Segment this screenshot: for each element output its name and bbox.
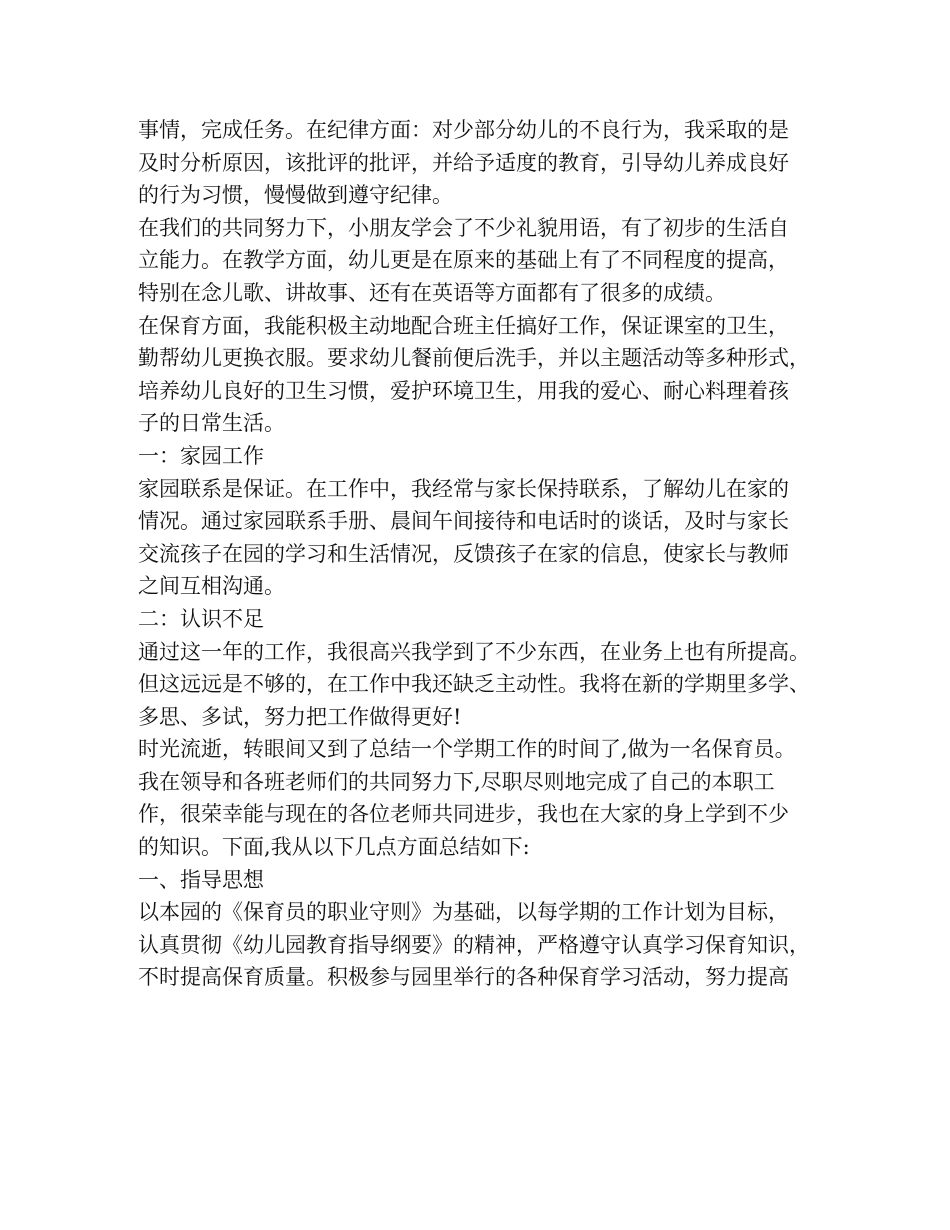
document-body [138,114,838,994]
text-line: 通过这一年的工作，我很高兴我学到了不少东西，在业务上也有所提高。 [138,639,810,664]
text-line: 在保育方面，我能积极主动地配合班主任搞好工作，保证课室的卫生， [138,313,789,338]
text-line: 交流孩子在园的学习和生活情况，反馈孩子在家的信息，使家长与教师 [138,541,789,566]
text-line: 培养幼儿良好的卫生习惯，爱护环境卫生，用我的爱心、耐心料理着孩 [138,378,789,403]
section-heading: 一：家园工作 [138,443,264,468]
text-line: 事情，完成任务。在纪律方面：对少部分幼儿的不良行为，我采取的是 [138,118,789,142]
section-heading: 二：认识不足 [138,606,264,631]
text-line: 之间互相沟通。 [138,574,285,599]
text-line: 的行为习惯，慢慢做到遵守纪律。 [138,183,453,208]
text-line: 立能力。在教学方面，幼儿更是在原来的基础上有了不同程度的提高， [138,248,789,273]
text-line: 多思、多试，努力把工作做得更好! [138,704,462,729]
section-heading: 一、指导思想 [138,867,264,892]
text-line: 不时提高保育质量。积极参与园里举行的各种保育学习活动，努力提高 [138,965,789,990]
text-line: 作，很荣幸能与现在的各位老师共同进步，我也在大家的身上学到不少 [138,802,789,827]
text-line: 我在领导和各班老师们的共同努力下,尽职尽则地完成了自己的本职工 [138,769,775,794]
text-line: 情况。通过家园联系手册、晨间午间接待和电话时的谈话，及时与家长 [138,509,789,534]
text-line: 以本园的《保育员的职业守则》为基础，以每学期的工作计划为目标， [138,900,789,925]
text-line: 时光流逝，转眼间又到了总结一个学期工作的时间了,做为一名保育员。 [138,737,796,762]
text-line: 的知识。下面,我从以下几点方面总结如下: [138,835,530,860]
text-line: 认真贯彻《幼儿园教育指导纲要》的精神，严格遵守认真学习保育知识， [138,932,810,957]
text-line: 在我们的共同努力下，小朋友学会了不少礼貌用语，有了初步的生活自 [138,215,789,240]
text-line: 特别在念儿歌、讲故事、还有在英语等方面都有了很多的成绩。 [138,280,726,305]
text-line: 子的日常生活。 [138,411,285,436]
text-line: 家园联系是保证。在工作中，我经常与家长保持联系，了解幼儿在家的 [138,476,789,501]
text-line: 但这远远是不够的，在工作中我还缺乏主动性。我将在新的学期里多学、 [138,672,810,697]
text-line: 勤帮幼儿更换衣服。要求幼儿餐前便后洗手，并以主题活动等多种形式， [138,346,810,371]
text-line: 及时分析原因，该批评的批评，并给予适度的教育，引导幼儿养成良好 [138,150,789,175]
